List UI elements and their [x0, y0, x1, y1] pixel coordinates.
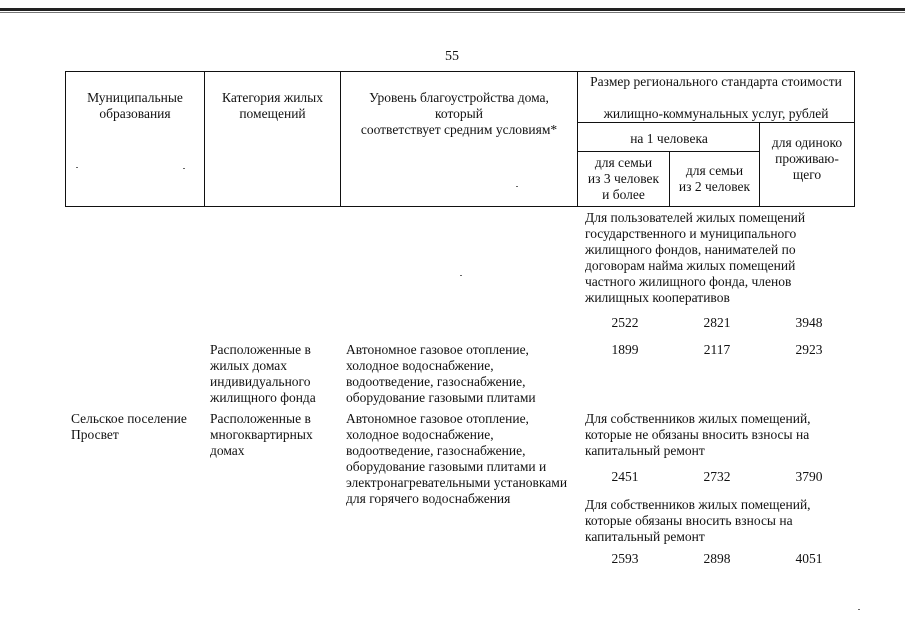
scan-speck	[516, 186, 518, 187]
row1-category: Расположенные в жилых домах индивидуального жилищного фонда	[210, 342, 316, 405]
header-family3-line1: для семьи	[594, 155, 653, 170]
scan-speck	[183, 168, 185, 169]
header-family3-line2: из 3 человек	[587, 171, 660, 186]
header-single-line2: проживаю-	[775, 151, 839, 166]
header-per-person: на 1 человека	[630, 131, 708, 146]
page-number: 55	[445, 49, 459, 64]
row2-level: Автономное газовое отопление, холодное водоснабжение, водоотведение, газоснабжение, оборудование газовыми плитами и электронагревательными установками для горячего водоснабжения	[346, 411, 568, 506]
owners-yes-value-family2: 2898	[703, 551, 731, 566]
owners-no-value-family3: 2451	[611, 469, 639, 484]
scan-speck	[460, 275, 462, 276]
users-value-family2: 2821	[703, 315, 731, 330]
owners-yes-note: Для собственников жилых помещений, которые обязаны вносить взносы на капитальный ремонт	[585, 497, 811, 544]
owners-yes-value-single: 4051	[795, 551, 823, 566]
users-value-family3: 2522	[611, 315, 639, 330]
row1-level: Автономное газовое отопление, холодное водоснабжение, водоотведение, газоснабжение, оборудование газовыми плитами	[346, 342, 536, 405]
header-level-line1: Уровень благоустройства дома, который	[369, 90, 549, 121]
header-standard-line2: жилищно-коммунальных услуг, рублей	[603, 106, 829, 121]
header-municipal: Муниципальные образования	[87, 90, 183, 121]
row1-value-family3: 1899	[611, 342, 639, 357]
header-category: Категория жилых помещений	[222, 90, 323, 121]
header-family3-line3: и более	[602, 187, 645, 202]
owners-yes-value-family3: 2593	[611, 551, 639, 566]
row2-category: Расположенные в многоквартирных домах	[210, 411, 313, 458]
owners-no-value-family2: 2732	[703, 469, 731, 484]
top-border-rule-thin	[0, 12, 905, 13]
table-header	[65, 71, 855, 207]
owners-no-value-single: 3790	[795, 469, 823, 484]
header-standard-line1: Размер регионального стандарта стоимости	[590, 74, 842, 89]
top-border-rule	[0, 8, 905, 11]
header-single-line1: для одиноко	[771, 135, 843, 150]
row1-value-single: 2923	[795, 342, 823, 357]
header-single-line3: щего	[792, 167, 822, 182]
municipality-name: Сельское поселение Просвет	[71, 411, 187, 442]
scan-speck	[858, 609, 860, 610]
scan-speck	[76, 167, 78, 168]
users-value-single: 3948	[795, 315, 823, 330]
header-family2-line2: из 2 человек	[678, 179, 751, 194]
owners-no-note: Для собственников жилых помещений, которые не обязаны вносить взносы на капитальный ремонт	[585, 411, 811, 458]
header-level-line2: соответствует средним условиям*	[360, 122, 558, 137]
row1-value-family2: 2117	[703, 342, 731, 357]
users-note: Для пользователей жилых помещений государственного и муниципального жилищного фондов, нанимателей по договорам найма жилых помещений частного жилищного фонда, членов жилищных кооперативов	[585, 210, 806, 305]
header-family2-line1: для семьи	[685, 163, 744, 178]
